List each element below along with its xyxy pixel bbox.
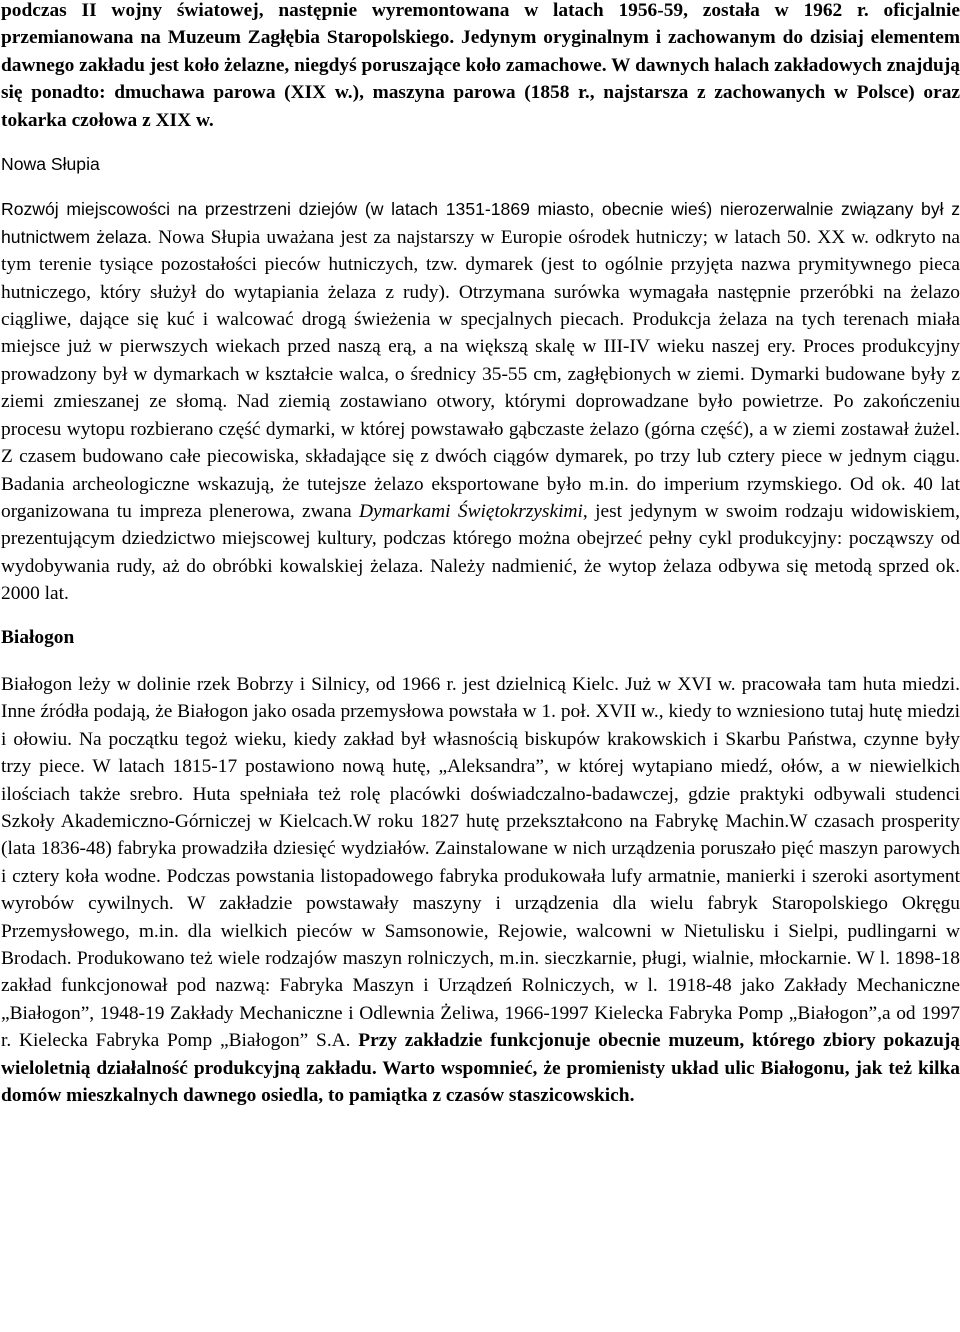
nowa-slupia-italic-text: Dymarkami Świętokrzyskimi	[358, 500, 583, 522]
intro-paragraph: podczas II wojny światowej, następnie wyremontowana w latach 1956-59, została w 1962 r. oficjalnie przemianowana na Muzeum Zagłębia Staropolskiego. Jedynym oryginalnym i zachowanym do dzisiaj elementem dawnego zakładu jest koło żelazne, niegdyś poruszające koło zamachowe. W dawnych halach zakładowych znajdują się ponadto: dmuchawa parowa (XIX w.), maszyna parowa (1858 r., najstarsza z zachowanych w Polsce) oraz tokarka czołowa z XIX w.	[1, 0, 960, 131]
nowa-slupia-lead-text: Rozwój miejscowości na przestrzeni dziejów (w latach 1351-1869 miasto, obecnie wieś) nierozerwalnie związany był z hutnictwem żelaza.	[1, 199, 960, 247]
bialogon-paragraph	[1, 671, 960, 1110]
nowa-slupia-body-text: Nowa Słupia uważana jest za najstarszy w Europie ośrodek hutniczy; w latach 50. XX w. odkryto na tym terenie tysiące pozostałości pieców hutniczych, tzw. dymarek (jest to ogólnie przyjęta nazwa prymitywnego pieca hutniczego, który służył do wytapiania żelaza z rudy). Otrzymana surówka wymagała następnie przeróbki na żelazo ciągliwe, dające się kuć i walcować drogą świeżenia w specjalnych piecach. Produkcja żelaza na tych terenach miała miejsce już w pierwszych wiekach przed naszą erą, a na większą skalę w III-IV wieku naszej ery. Proces produkcyjny prowadzony był w dymarkach w kształcie walca, o średnicy 35-55 cm, zagłębionych w ziemi. Dymarki budowane były z ziemi zmieszanej ze słomą. Nad ziemią zostawiano otwory, którymi doprowadzane było powietrze. Po zakończeniu procesu wytopu rozbierano część dymarki, w której powstawało gąbczaste żelazo (górna część), a w ziemi zostawał żużel. Z czasem budowano całe piecowiska, składające się z dwóch ciągów dymarek, po trzy lub cztery piece w jednym ciągu. Badania archeologiczne wskazują, że tutejsze żelazo eksportowane było m.in. do imperium rzymskiego. Od ok. 40 lat organizowana tu impreza plenerowa, zwana	[1, 226, 960, 522]
section-heading-bialogon: Białogon	[1, 626, 75, 648]
bialogon-bold-text: Przy zakładzie funkcjonuje obecnie muzeum, którego zbiory pokazują wieloletnią działalność produkcyjną zakładu. Warto wspomnieć, że promienisty układ ulic Białogonu, jak też kilka domów mieszkalnych dawnego osiedla, to pamiątka z czasów staszicowskich.	[1, 1030, 960, 1107]
nowa-slupia-paragraph	[1, 196, 960, 607]
bialogon-body-text: Białogon leży w dolinie rzek Bobrzy i Silnicy, od 1966 r. jest dzielnicą Kielc. Już w XVI w. pracowała tam huta miedzi. Inne źródła podają, że Białogon jako osada przemysłowa powstała w 1. poł. XVII w., kiedy to wzniesiono tutaj hutę miedzi i ołowiu. Na początku tegoż wieku, kiedy zakład był własnością biskupów krakowskich i Skarbu Państwa, czynne były trzy piece. W latach 1815-17 postawiono nową hutę, „Aleksandra”, w której wytapiano miedź, ołów, a w niewielkich ilościach także srebro. Huta spełniała też rolę placówki doświadczalno-badawczej, gdzie praktyki odbywali studenci Szkoły Akademiczno-Górniczej w Kielcach.W roku 1827 hutę przekształcono na Fabrykę Machin.W czasach prosperity (lata 1836-48) fabryka prowadziła dziesięć wydziałów. Zainstalowane w nich urządzenia poruszało pięć maszyn parowych i cztery koła wodne. Podczas powstania listopadowego fabryka produkowała lufy armatnie, manierki i szeroki asortyment wyrobów cywilnych. W zakładzie powstawały maszyny i urządzenia dla wielu fabryk Staropolskiego Okręgu Przemysłowego, m.in. dla wielkich pieców w Samsonowie, Rejowie, walcowni w Nietulisku i Sielpi, pudlingarni w Brodach. Produkowano też wiele rodzajów maszyn rolniczych, m.in. sieczkarnie, pługi, wialnie, młockarnie. W l. 1898-18 zakład funkcjonował pod nazwą: Fabryka Maszyn i Urządzeń Rolniczych, w l. 1918-48 jako Zakłady Mechaniczne „Białogon”, 1948-19 Zakłady Mechaniczne i Odlewnia Żeliwa, 1966-1997 Kielecka Fabryka Pomp „Białogon”,a od 1997 r. Kielecka Fabryka Pomp „Białogon” S.A.	[1, 673, 960, 1052]
nowa-slupia-tail-text: , jest jedynym w swoim rodzaju widowiskiem, prezentującym dziedzictwo miejscowej kultury, podczas którego można obejrzeć pełny cykl produkcyjny: począwszy od wydobywania rudy, aż do obróbki kowalskiej żelaza. Należy nadmienić, że wytop żelaza odbywa się metodą sprzed ok. 2000 lat.	[1, 500, 960, 605]
section-heading-nowa-slupia: Nowa Słupia	[1, 154, 100, 175]
